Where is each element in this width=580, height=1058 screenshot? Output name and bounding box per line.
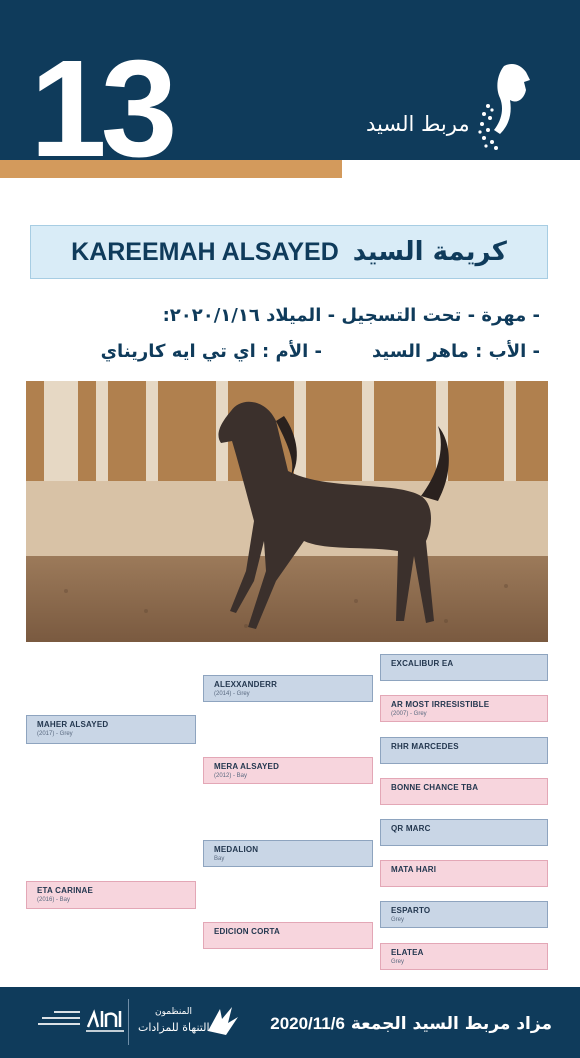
footer-banner [0,987,580,1058]
partner-text-icon [34,1009,82,1031]
lot-number: 13 [30,32,172,178]
horse-photo [26,381,548,642]
horse-name-arabic: كريمة السيد [352,237,507,267]
pedigree-g3-2: AR MOST IRRESISTIBLE (2007) - Grey [380,695,548,722]
partner-caption [34,1009,82,1034]
footer-divider [128,999,129,1045]
pedigree-g3-1: EXCALIBUR EA [380,654,548,681]
organizer-name: التنهاة للمزادات [138,1021,210,1034]
pedigree-sire-sire: ALEXXANDERR (2014) - Grey [203,675,373,702]
sire-arabic: - الأب : ماهر السيد [372,341,540,362]
pedigree-g3-7: ESPARTO Grey [380,901,548,928]
organizer-logo-icon [200,1001,244,1041]
horse-parents-line [101,341,540,362]
pedigree-dam: ETA CARINAE (2016) - Bay [26,881,196,909]
pedigree-sire-dam: MERA ALSAYED (2012) - Bay [203,757,373,784]
partner-logo-icon [84,1005,126,1035]
brand-name: مربط السيد [366,112,470,136]
pedigree-g3-4: BONNE CHANCE TBA [380,778,548,805]
pedigree-dam-dam: EDICION CORTA [203,922,373,949]
horse-details-line: - مهرة - تحت التسجيل - الميلاد ٢٠٢٠/١/١٦: [162,305,540,326]
pedigree-g3-8: ELATEA Grey [380,943,548,970]
pedigree-sire: MAHER ALSAYED (2017) - Grey [26,715,196,744]
stripe-gap [342,160,580,178]
brand-logo [366,60,536,155]
pedigree-g3-5: QR MARC [380,819,548,846]
horse-head-logo-icon [466,60,536,155]
pedigree-g3-3: RHR MARCEDES [380,737,548,764]
dam-arabic: - الأم : اي تي ايه كاريناي [100,341,323,362]
auction-title: مزاد مربط السيد الجمعة 2020/11/6 [270,1014,552,1034]
pedigree-dam-sire: MEDALION Bay [203,840,373,867]
header-banner [0,0,580,178]
auction-date: 2020/11/6 [270,1014,345,1033]
pedigree-g3-6: MATA HARI [380,860,548,887]
horse-name-english: KAREEMAH ALSAYED [71,237,339,266]
organizer-label: المنظمون [154,1007,192,1017]
horse-name-box [30,225,548,279]
